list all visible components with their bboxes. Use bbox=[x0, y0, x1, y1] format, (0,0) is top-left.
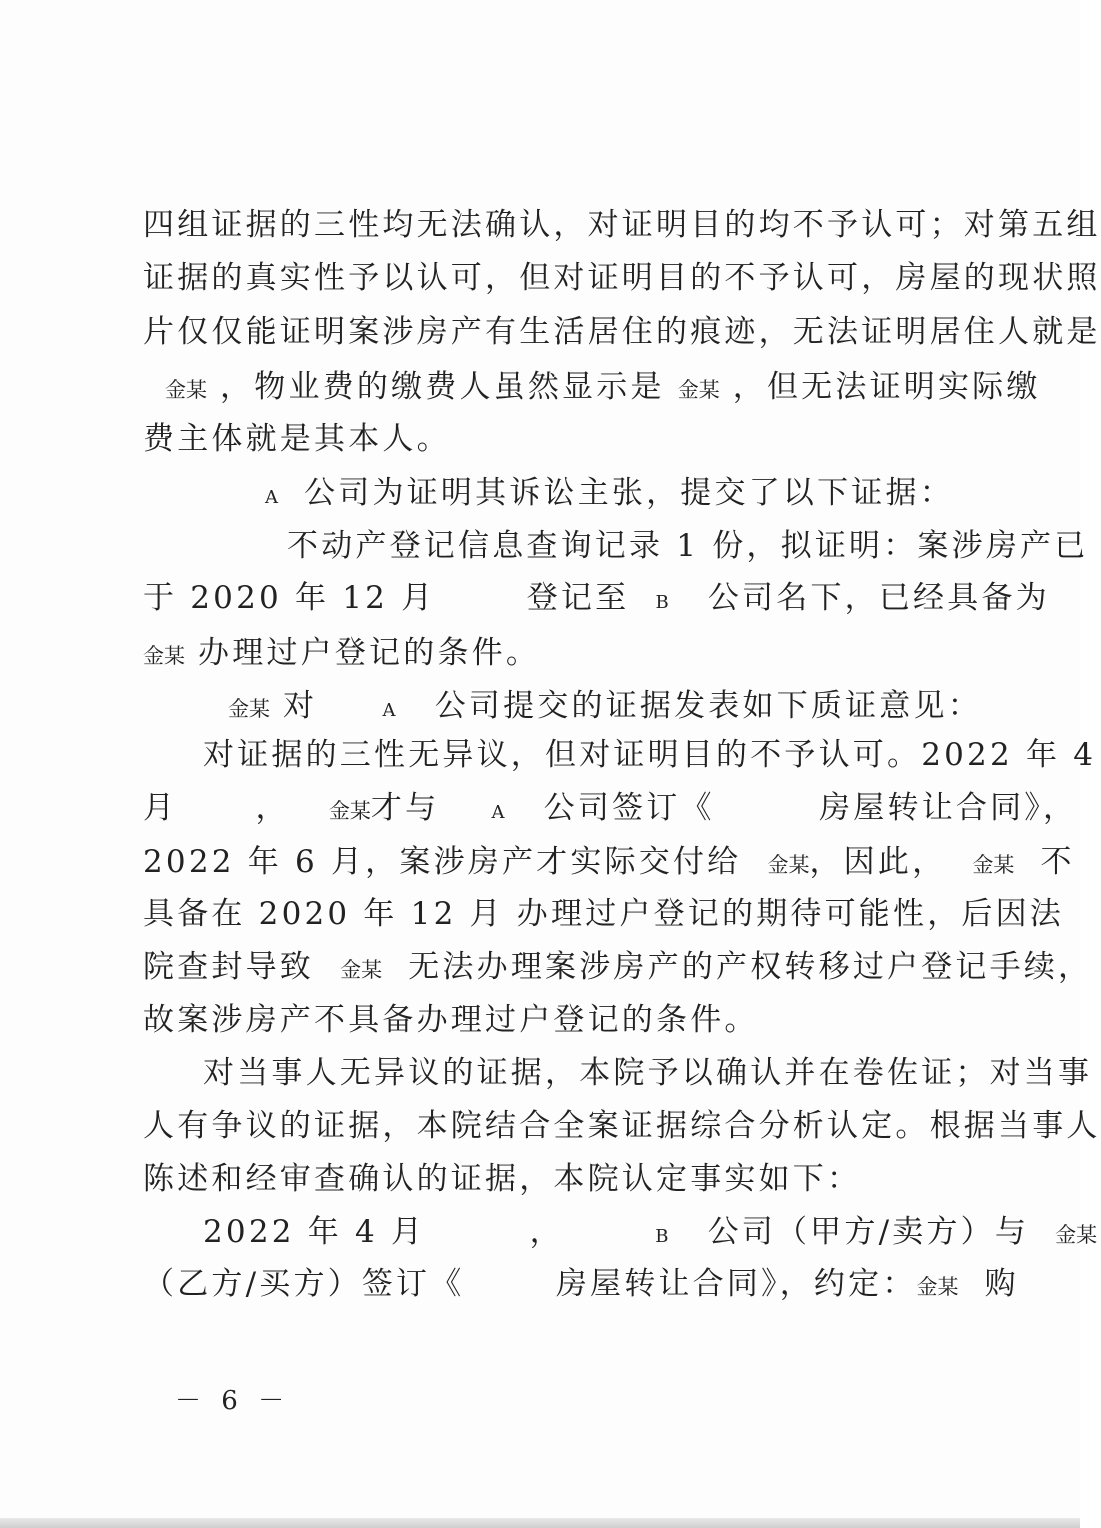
text-segment: 办理过户登记的条件。 bbox=[185, 635, 541, 671]
text-line-8 bbox=[143, 578, 1050, 623]
party-name: 金某 bbox=[340, 958, 383, 982]
party-code: B bbox=[655, 592, 669, 613]
text-line-12 bbox=[143, 788, 1078, 833]
party-name: 金某 bbox=[143, 644, 185, 668]
party-name: 金某 bbox=[228, 697, 270, 721]
text-line-19: 陈述和经审查确认的证据，本院认定事实如下： bbox=[143, 1161, 862, 1197]
text-line-9 bbox=[143, 633, 943, 676]
text-segment: 购 bbox=[958, 1266, 1019, 1302]
text-segment: 公司（甲方/卖方）与 bbox=[668, 1214, 1056, 1250]
party-name: 金某 bbox=[1055, 1223, 1098, 1247]
text-line-15 bbox=[143, 947, 1093, 990]
text-line-20 bbox=[203, 1212, 1098, 1257]
bottom-edge bbox=[0, 1518, 1080, 1528]
text-segment: 于 2020 年 12 月 登记至 bbox=[143, 580, 656, 616]
text-segment: 2022 年 6 月，案涉房产才实际交付给 bbox=[143, 844, 768, 880]
text-segment: 公司名下，已经具备为 bbox=[668, 580, 1050, 616]
party-name: 金某 bbox=[916, 1275, 959, 1299]
text-line-2: 证据的真实性予以认可，但对证明目的不予认可，房屋的现状照 bbox=[143, 260, 1101, 296]
text-segment: ，物业费的缴费人虽然显示是 bbox=[207, 369, 678, 405]
party-code: A bbox=[382, 700, 396, 721]
text-segment: 院查封导致 bbox=[143, 949, 341, 985]
party-name: 金某 bbox=[677, 378, 720, 402]
text-line-11: 对证据的三性无异议，但对证明目的不予认可。2022 年 4 bbox=[203, 737, 1097, 773]
party-name: 金某 bbox=[328, 799, 371, 823]
text-segment: ，但无法证明实际缴 bbox=[719, 369, 1041, 405]
text-segment: ，因此， bbox=[809, 844, 973, 880]
party-name: 金某 bbox=[767, 853, 810, 877]
text-line-6 bbox=[143, 473, 954, 518]
text-line-17: 对当事人无异议的证据，本院予以确认并在卷佐证；对当事 bbox=[203, 1055, 1093, 1091]
text-segment: 对 bbox=[270, 688, 383, 724]
text-line-21 bbox=[143, 1264, 1019, 1307]
text-line-16: 故案涉房产不具备办理过户登记的条件。 bbox=[143, 1002, 759, 1038]
text-line-3: 片仅仅能证明案涉房产有生活居住的痕迹，无法证明居住人就是 bbox=[143, 314, 1101, 350]
text-segment: 公司提交的证据发表如下质证意见： bbox=[395, 688, 982, 724]
page-number: － 6 － bbox=[175, 1386, 291, 1416]
text-line-1: 四组证据的三性均无法确认，对证明目的均不予认可；对第五组 bbox=[143, 207, 1101, 243]
text-segment: 才与 bbox=[370, 790, 492, 826]
text-segment: 公司签订《 房屋转让合同》， bbox=[504, 790, 1078, 826]
party-name: 金某 bbox=[972, 853, 1015, 877]
text-line-14: 具备在 2020 年 12 月 办理过户登记的期待可能性，后因法 bbox=[143, 896, 1065, 932]
text-line-7: 不动产登记信息查询记录 1 份，拟证明：案涉房产已 bbox=[287, 528, 1089, 564]
text-segment: 月 ， bbox=[143, 790, 329, 826]
text-line-10 bbox=[143, 686, 982, 731]
text-segment: 公司为证明其诉讼主张，提交了以下证据： bbox=[278, 475, 954, 511]
text-line-13 bbox=[143, 842, 1075, 885]
text-line-4 bbox=[143, 367, 1041, 410]
party-code: B bbox=[655, 1226, 669, 1247]
text-line-18: 人有争议的证据，本院结合全案证据综合分析认定。根据当事人 bbox=[143, 1108, 1101, 1144]
text-segment: 2022 年 4 月 ， bbox=[203, 1214, 656, 1250]
text-segment: 无法办理案涉房产的产权转移过户登记手续， bbox=[382, 949, 1093, 985]
party-code: A bbox=[491, 802, 505, 823]
party-code: A bbox=[265, 487, 278, 508]
text-segment: 不 bbox=[1014, 844, 1075, 880]
text-line-5: 费主体就是其本人。 bbox=[143, 421, 451, 457]
party-name: 金某 bbox=[165, 378, 207, 402]
text-segment: （乙方/买方）签订《 房屋转让合同》，约定： bbox=[143, 1266, 917, 1302]
